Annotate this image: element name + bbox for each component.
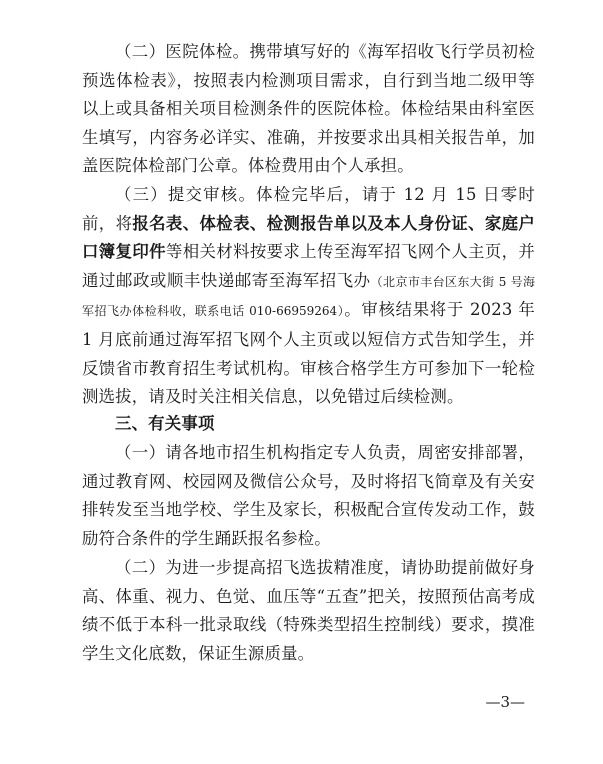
paragraph-text: （二）为进一步提高招飞选拔精准度，请协助提前做好身高、体重、视力、色觉、血压等“五查”把关，按照预估高考成绩不低于本科一批录取线（特殊类型招生控制线）要求，摸准学生文化底数，保证生源质量。	[82, 558, 535, 663]
paragraph-text-part2: 等相关材料按要求上传至海军招飞网个人主页，并通过邮政或顺丰快递邮寄至海军招飞办	[82, 242, 536, 290]
paragraph-text-part1: （三）提交审核。体检完毕后，请于 12 月 15 日零时前，将	[82, 185, 535, 233]
page-number: —3—	[485, 693, 525, 711]
paragraph-text: （二）医院体检。携带填写好的《海军招收飞行学员初检预选体检表》，按照表内检测项目需求，自行到当地二级甲等以上或具备相关项目检测条件的医院体检。体检结果由科室医生填写，内容务必详实、准确，并按要求出具相关报告单，加盖医院体检部门公章。体检费用由个人承担。	[82, 42, 535, 176]
paragraph-text-part3: 。审核结果将于 2023 年 1 月底前通过海军招飞网个人主页或以短信方式告知学生，并反馈省市教育招生考试机构。审核合格学生方可参加下一轮检测选拔，请及时关注相关信息，以免错过后续检测。	[82, 300, 536, 407]
section-heading-related-matters: 三、有关事项	[115, 414, 215, 433]
paragraph-precheck	[82, 554, 535, 668]
paragraph-hospital-exam	[82, 38, 535, 181]
paragraph-address-contact: （北京市丰台区东大街 5 号海军招飞办体检科收，联系电话 010-66959264）	[82, 274, 536, 319]
paragraph-submit-review	[82, 181, 535, 412]
paragraph-text: （一）请各地市招生机构指定专人负责，周密安排部署，通过教育网、校园网及微信公众号，及时将招飞简章及有关安排转发至当地学校、学生及家长，积极配合宣传发动工作，鼓励符合条件的学生踊跃报名参检。	[82, 443, 535, 548]
paragraph-bold-materials: 报名表、体检表、检测报告单以及本人身份证、家庭户口簿复印件	[82, 213, 535, 262]
paragraph-local-agencies	[82, 439, 535, 553]
